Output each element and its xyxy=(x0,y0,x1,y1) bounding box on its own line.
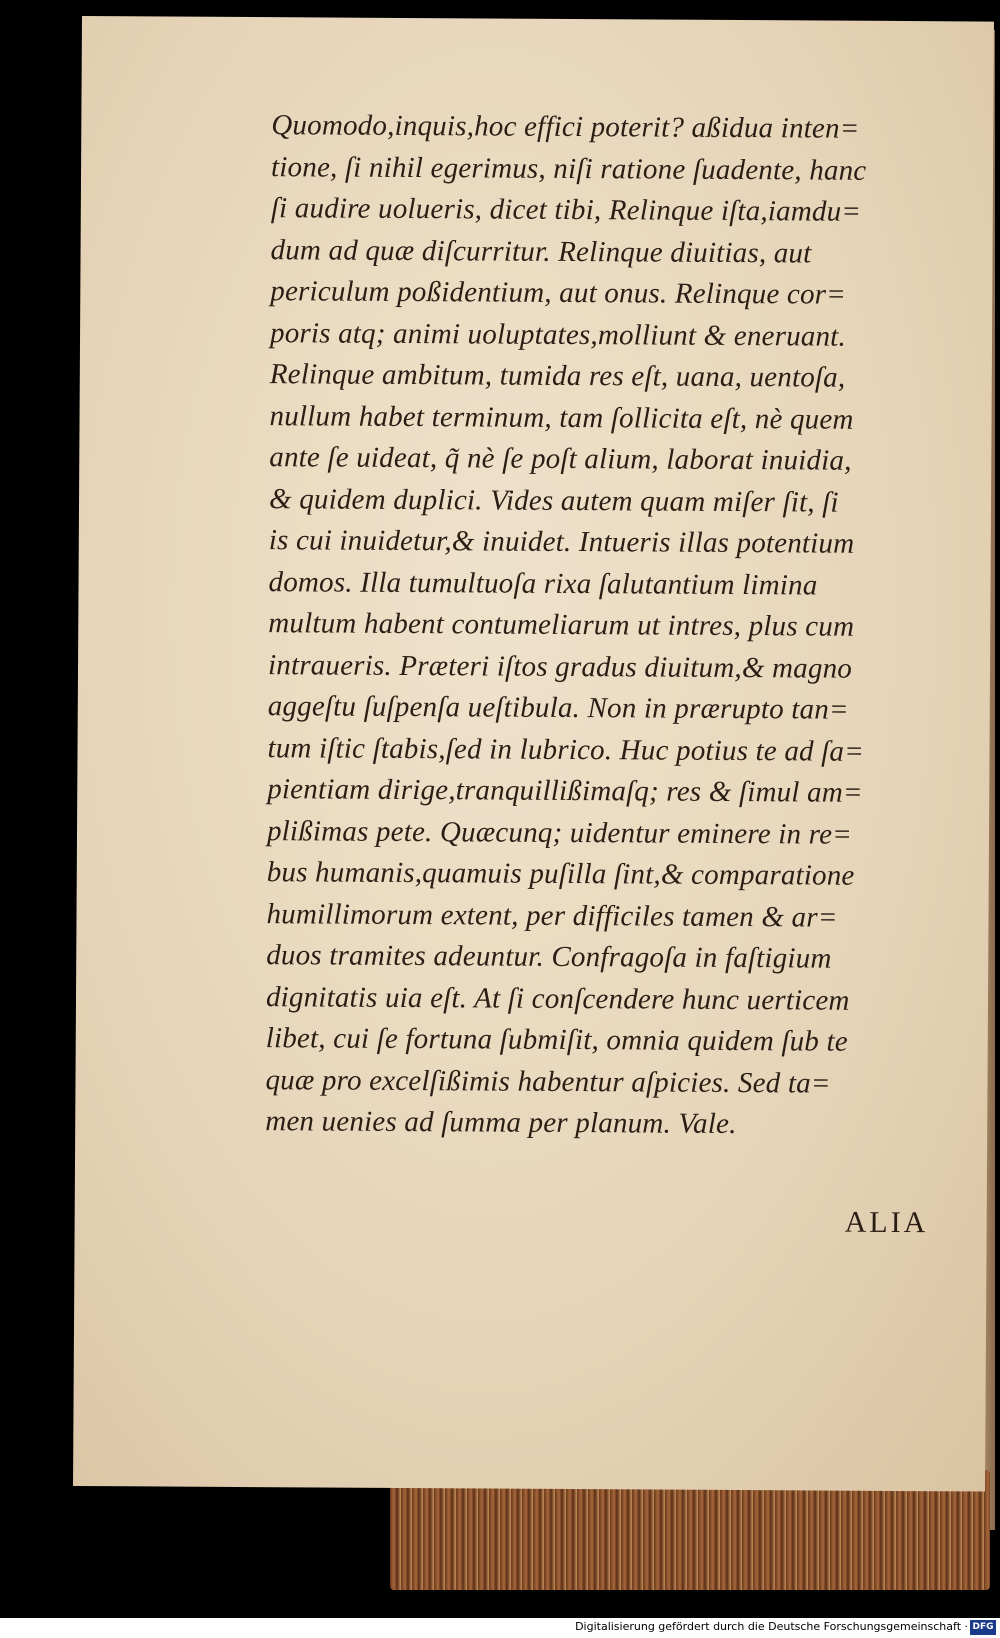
text-line: is cui inuidetur,& inuidet. Intueris illas potentium xyxy=(268,524,855,560)
text-line: intraueris. Præteri iſtos gradus diuitum,& magno xyxy=(267,648,853,685)
text-line: domos. Illa tumultuoſa rixa ſalutantium limina xyxy=(268,565,818,602)
text-line: periculum poßidentium, aut onus. Relinque cor= xyxy=(270,275,847,311)
dfg-logo-icon: DFG xyxy=(970,1620,996,1635)
text-line: pientiam dirige,tranquillißimaſq; res & ſimul am= xyxy=(267,773,863,809)
text-line: humillimorum extent, per difficiles tamen & ar= xyxy=(266,897,838,934)
catchword: ALIA xyxy=(844,1205,929,1240)
text-line: duos tramites adeuntur. Confragoſa in faſtigium xyxy=(266,939,832,975)
digitization-credit: Digitalisierung gefördert durch die Deutsche Forschungsgemeinschaft · xyxy=(575,1620,968,1633)
text-line: men uenies ad ſumma per planum. Vale. xyxy=(265,1105,737,1141)
text-line: libet, cui ſe fortuna ſubmiſit, omnia quidem ſub te xyxy=(265,1022,848,1058)
text-line: bus humanis,quamuis puſilla ſint,& comparatione xyxy=(266,856,855,892)
text-line: poris atq; animi uoluptates,molliunt & eneruant. xyxy=(269,316,847,353)
text-line: plißimas pete. Quæcunq; uidentur eminere in re= xyxy=(266,814,853,851)
text-line: tum iſtic ſtabis,ſed in lubrico. Huc potius te ad ſa= xyxy=(267,731,865,768)
text-line: aggeſtu ſuſpenſa ueſtibula. Non in prærupto tan= xyxy=(267,690,849,726)
text-line: nullum habet terminum, tam ſollicita eſt, nè quem xyxy=(269,399,854,436)
text-line: dignitatis uia eſt. At ſi conſcendere hunc uerticem xyxy=(265,980,850,1017)
text-line: quæ pro excelſißimis habentur aſpicies. Sed ta= xyxy=(265,1063,831,1100)
book-page xyxy=(73,16,994,1492)
text-line: multum habent contumeliarum ut intres, plus cum xyxy=(268,607,855,643)
text-line: ante ſe uideat, q̃ nè ſe poſt alium, laborat inuidia, xyxy=(269,441,852,477)
text-line: & quidem duplici. Vides autem quam miſer ſit, ſi xyxy=(268,482,839,519)
text-block xyxy=(265,105,931,1147)
text-line: Quomodo,inquis,hoc effici poterit? aßidua inten= xyxy=(271,109,860,145)
text-line: tione, ſi nihil egerimus, niſi ratione ſuadente, hanc xyxy=(270,150,867,187)
text-line: Relinque ambitum, tumida res eſt, uana, uentoſa, xyxy=(269,358,846,394)
text-line: dum ad quæ diſcurritur. Relinque diuitias, aut xyxy=(270,233,812,269)
text-line: ſi audire uolueris, dicet tibi, Relinque iſta,iamdu= xyxy=(270,192,862,228)
